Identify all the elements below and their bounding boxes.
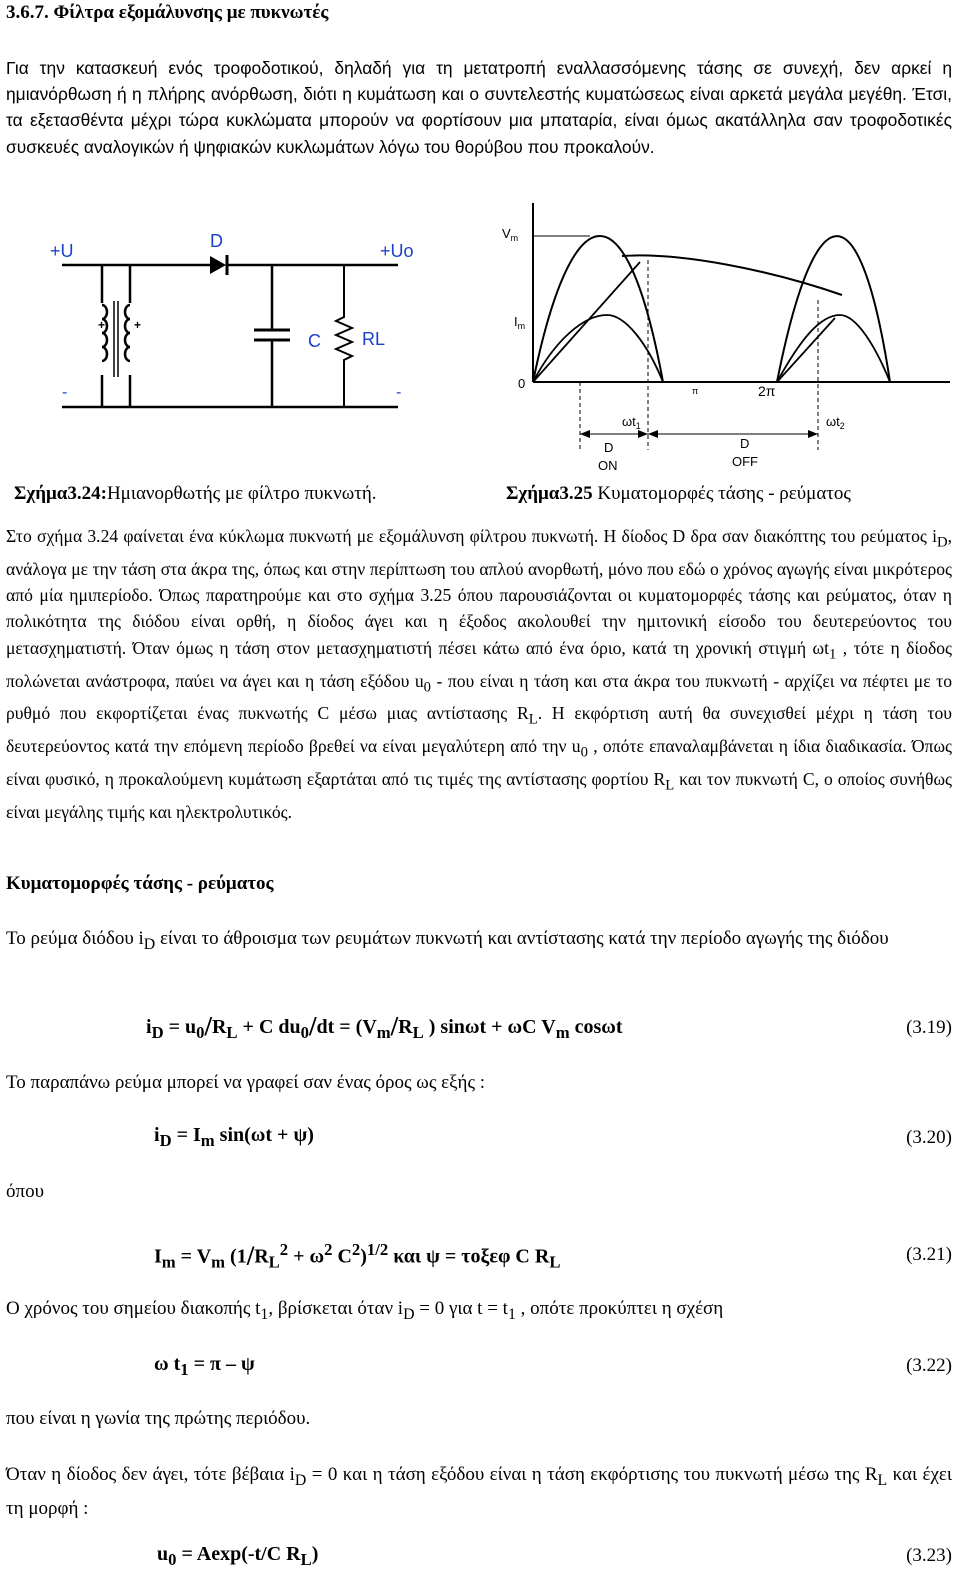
primary-coil [102, 305, 107, 361]
current-arch-1 [533, 315, 663, 382]
subsection-title: Κυματομορφές τάσης - ρεύματος [6, 873, 274, 894]
section-heading: 3.6.7. Φίλτρα εξομάλυνσης με πυκνωτές [6, 2, 329, 23]
off-arrow-left [648, 430, 658, 438]
label-d-on-1: D [604, 440, 614, 455]
caption-figure-3-25: Σχήμα3.25 Κυματομορφές τάσης - ρεύματος [506, 483, 851, 504]
discharge-line [622, 255, 842, 295]
equation-3-19: $i_D = u_0/R_L + C$ $du_0/dt = (V_m/R_L$ ) sinωt + ωC $V_m$ cosωt [146, 1011, 623, 1042]
label-d-on-2: ON [598, 458, 618, 473]
current-arch-2 [777, 315, 890, 382]
current-rise-2 [777, 318, 835, 382]
body-paragraph: Στο σχήμα 3.24 φαίνεται ένα κύκλωμα πυκνωτή με εξομάλυνση φίλτρου πυκνωτή. Η δίοδος D δρα σαν διακόπτης του ρεύματος $i_D$, ανάλογα με την τάση στα άκρα της, όπως και στην περίπτωση του απλού ανορθωτή, μόνο που εδώ ο χρόνος αγωγής είναι μικρότερος από μία ημιπερίοδο. Όπως παρατηρούμε και στο σχήμα 3.25 όπου παρουσιάζονται οι κυματομορφές τάσης και ρεύματος, όταν η πολικότητα της διόδου είναι ορθή, η δίοδος άγει και η έξοδος ακολουθεί την ημιτονική είσοδο του δευτερεύοντος του μετασχηματιστή. Όταν όμως η τάση στον μετασχηματιστή πέσει κάτω από ένα όριο, κατά τη χρονική στιγμή $\omega t_1$ , τότε η δίοδος πολώνεται ανάστροφα, παύει να άγει και η τάση εξόδου $u_0$ - που είναι η τάση και στα άκρα του πυκνωτή - αρχίζει να πέφτει με το ρυθμό που εκφορτίζεται ένας πυκνωτής C μέσω μιας αντίστασης $R_L$. Η εκφόρτιση αυτή θα συνεχισθεί μέχρι η τάση του δευτερεύοντος κατά την επόμενη περίοδο βρεθεί να είναι μεγαλύτερη από την $u_0$ , οπότε επαναλαμβάνεται η ίδια διαδικασία. Όπως είναι φυσικό, η προκαλούμενη κυμάτωση εξαρτάται από τις τιμές της αντίστασης φορτίου $R_L$ και τον πυκνωτή C, ο οποίος συνήθως είναι μεγάλης τιμής και ηλεκτρολυτικός. [6, 526, 953, 822]
label-capacitor: C [308, 331, 321, 351]
label-wt2: $\omega t_2$ [826, 414, 845, 431]
equation-number-3-21: (3.21) [906, 1244, 952, 1265]
equation-3-21: $I_m = V_m$ ($1/R_L^2 + \omega^2$ $C^2)^{1/2}$ και ψ = τοξεφ C $R_L$ [154, 1240, 561, 1272]
angle-text: που είναι η γωνία της πρώτης περιόδου. [6, 1408, 311, 1429]
equation-number-3-23: (3.23) [906, 1545, 952, 1566]
equation-3-22: ω $t_1 = \pi - \psi$ [154, 1353, 255, 1379]
off-arrow-right [808, 430, 818, 438]
equation-number-3-22: (3.22) [906, 1355, 952, 1376]
label-minus-right: - [396, 384, 402, 401]
rectifier-circuit-diagram [40, 225, 440, 435]
cutoff-text: Ο χρόνος του σημείου διακοπής $t_1$, βρίσκεται όταν $i_D = 0$ για $t = t_1$ , οπότε προκύπτει η σχέση [6, 1298, 724, 1323]
caption-figure-3-24: Σχήμα3.24:Ημιανορθωτής με φίλτρο πυκνωτή. [14, 483, 377, 504]
label-zero: 0 [518, 376, 526, 391]
label-d-off-1: D [740, 436, 750, 451]
label-minus-left: - [62, 384, 68, 401]
diode-triangle [210, 256, 226, 274]
label-primary-plus: + [98, 318, 106, 332]
equation-number-3-19: (3.19) [906, 1017, 952, 1038]
off-state-paragraph: Όταν η δίοδος δεν άγει, τότε βέβαια $i_D = 0$ και η τάση εξόδου είναι η τάση εκφόρτισης του πυκνωτή μέσω της $R_L$ και έχει τη μορφή : [6, 1464, 952, 1519]
label-2pi: 2π [758, 383, 776, 399]
label-wt1: $\omega t_1$ [622, 414, 641, 431]
label-d-off-2: OFF [732, 454, 758, 469]
label-u-in: +U [50, 241, 74, 261]
voltage-arch-2 [777, 236, 890, 382]
label-u-out: +Uo [380, 241, 414, 261]
label-pi: π [692, 386, 699, 396]
rewrite-text: Το παραπάνω ρεύμα μπορεί να γραφεί σαν ένας όρος ως εξής : [6, 1072, 486, 1093]
where-text: όπου [6, 1181, 44, 1202]
label-resistor: RL [362, 329, 386, 349]
resistor-zigzag [336, 265, 352, 407]
equation-number-3-20: (3.20) [906, 1127, 952, 1148]
label-im: $I_m$ [514, 314, 526, 331]
label-vm: $V_m$ [502, 226, 519, 243]
equation-3-23: $u_0 = Aexp(-t/C$ $R_L$) [157, 1543, 319, 1569]
current-intro-paragraph: Το ρεύμα διόδου $i_D$ είναι το άθροισμα των ρευμάτων πυκνωτή και αντίστασης κατά την περίοδο αγωγής της διόδου [6, 928, 889, 953]
secondary-coil [125, 305, 130, 361]
intro-paragraph: Για την κατασκευή ενός τροφοδοτικού, δηλαδή για τη μετατροπή εναλλασσόμενης τάσης σε συνεχή, δεν αρκεί η ημιανόρθωση ή η πλήρης ανόρθωση, διότι η κυμάτωση και ο συντελεστής κυματώσεως είναι αρκετά μεγάλα μεγέθη. Έτσι, τα εξετασθέντα μέχρι τώρα κυκλώματα μπορούν να φορτίσουν μια μπαταρία, είναι όμως ακατάλληλα σαν τροφοδοτικές συσκευές αναλογικών ή ψηφιακών κυκλωμάτων λόγω του θορύβου που προκαλούν. [6, 58, 952, 157]
label-secondary-plus: + [134, 318, 142, 332]
label-diode: D [210, 231, 223, 251]
waveform-diagram [500, 200, 955, 480]
equation-3-20: $i_D = I_m$ sin(ωt + ψ) [154, 1124, 314, 1150]
